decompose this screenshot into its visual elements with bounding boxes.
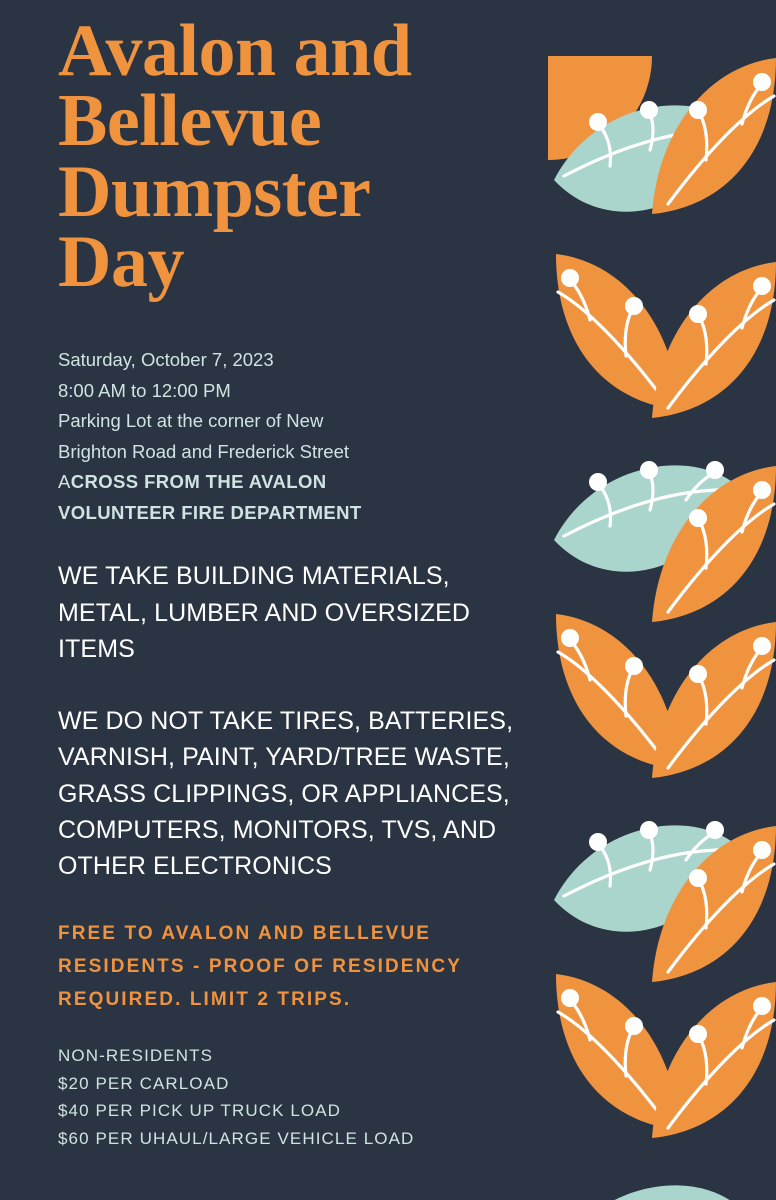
- event-location-line-1: Parking Lot at the corner of New: [58, 410, 324, 432]
- poster-content: [58, 0, 538, 1152]
- residents-notice-text: FREE TO AVALON AND BELLEVUE RESIDENTS - PROOF OF RESIDENCY REQUIRED. LIMIT 2 TRIPS.: [58, 923, 462, 1010]
- not-accepted-items-text: WE DO NOT TAKE TIRES, BATTERIES, VARNISH, PAINT, YARD/TREE WASTE, GRASS CLIPPINGS, OR APPLIANCES, COMPUTERS, MONITORS, TVS, AND OTHER ELECTRONICS: [58, 707, 514, 881]
- landmark-text-1: CROSS FROM THE AVALON: [70, 471, 327, 493]
- event-landmark-line-1: [58, 467, 538, 498]
- non-residents-rate-truck: $40 PER PICK UP TRUCK LOAD: [58, 1101, 342, 1121]
- event-details: [58, 345, 538, 528]
- landmark-lead-letter: A: [58, 471, 71, 493]
- non-residents-heading: NON-RESIDENTS: [58, 1046, 214, 1066]
- accepted-items-text: WE TAKE BUILDING MATERIALS, METAL, LUMBER AND OVERSIZED ITEMS: [58, 562, 471, 663]
- event-time: 8:00 AM to 12:00 PM: [58, 379, 231, 401]
- non-residents-rate-car: $20 PER CARLOAD: [58, 1073, 230, 1093]
- non-residents-pricing: [58, 1042, 538, 1152]
- non-residents-rate-uhaul: $60 PER UHAUL/LARGE VEHICLE LOAD: [58, 1128, 415, 1148]
- event-location-line-2: Brighton Road and Frederick Street: [58, 440, 350, 462]
- event-landmark-line-2: VOLUNTEER FIRE DEPARTMENT: [58, 501, 362, 523]
- page-title: Avalon and Bellevue Dumpster Day: [58, 10, 412, 303]
- leaf-pattern-decoration: [540, 0, 776, 1200]
- event-date: Saturday, October 7, 2023: [58, 349, 274, 371]
